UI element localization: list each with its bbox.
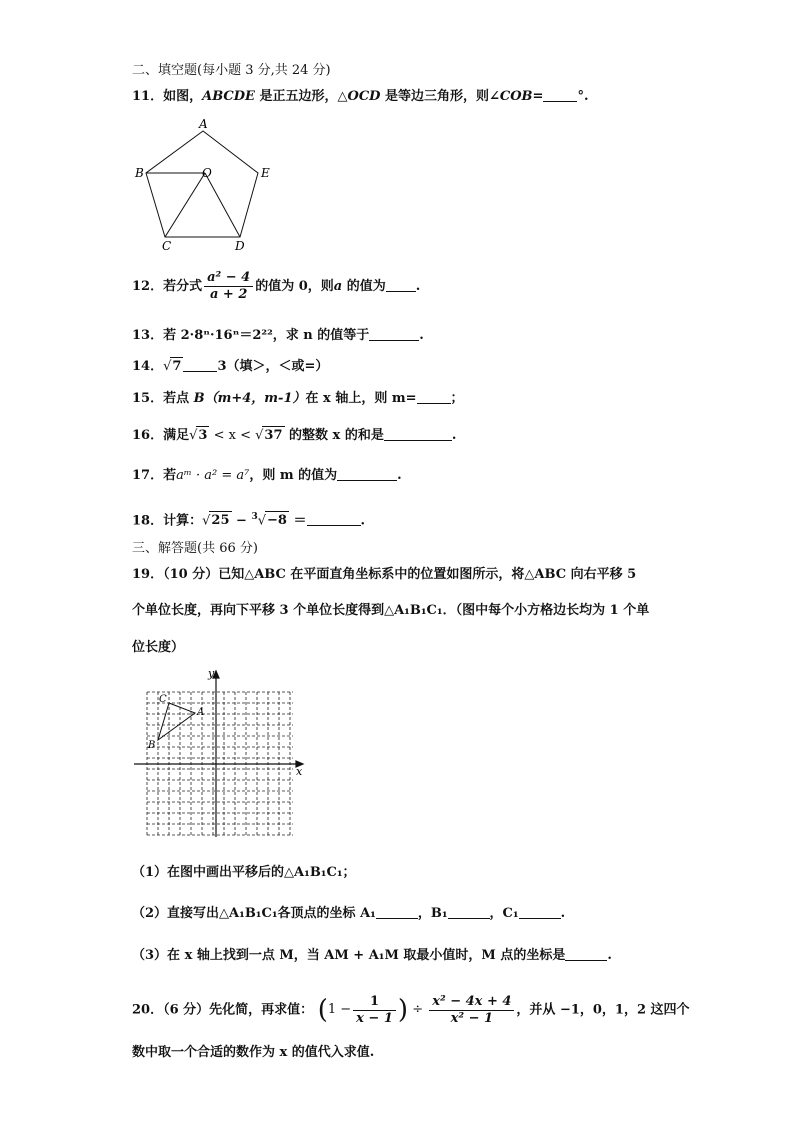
question-19-line-3: 位长度） [132,640,185,655]
question-20-line-2: 数中取一个合适的数作为 x 的值代入求值. [132,1045,375,1060]
question-15: 15．若点 B（m+4，m-1）在 x 轴上，则 m= ； [132,391,464,406]
answer-blank-18[interactable] [307,513,361,526]
answer-blank-14[interactable] [183,359,217,372]
question-19-part-2: （2）直接写出△A₁B₁C₁各顶点的坐标 A₁ ，B₁ ，C₁ . [132,906,566,921]
fraction-20-b: $\frac{\text{x² − 4x + 4}}{\text{x² − 1}}$ [429,994,514,1027]
axis-x-label: x [296,765,303,778]
section-3-title: 三、解答题(共 66 分) [132,541,258,556]
answer-blank-12[interactable] [386,279,416,292]
question-12: 12．若分式 $\frac{\text{a² − 4}}{a + 2}$ 的值为 0，则a 的值为 . [132,270,421,302]
question-18: 18．计算：√25 − $^3$√−8 ＝ . [132,512,366,529]
answer-blank-M[interactable] [565,948,607,961]
answer-blank-15[interactable] [417,391,451,404]
label-B: B [135,166,144,180]
answer-blank-13[interactable] [369,328,419,341]
fraction-12: $\frac{\text{a² − 4}}{a + 2}$ [204,270,253,303]
fraction-20-a: $\frac{1}{x - 1}$ [353,994,396,1027]
question-13: 13．若 2·8ⁿ·16ⁿ＝2²²，求 n 的值等于 . [132,328,424,343]
section-2-title: 二、填空题(每小题 3 分,共 24 分) [132,63,331,78]
label-D: D [235,239,245,253]
question-19-part-3: （3）在 x 轴上找到一点 M，当 AM + A₁M 取最小值时，M 点的坐标是 . [132,948,612,963]
question-14: 14．√7 3（填＞，＜或=） [132,359,329,374]
point-A-label: A [197,707,205,718]
label-O: O [202,166,212,180]
axis-y-label: y [208,667,215,680]
question-16: 16．满足√3 < x < √37 的整数 x 的和是 . [132,428,457,443]
question-19-part-1: （1）在图中画出平移后的△A₁B₁C₁； [132,865,356,880]
pentagon-figure [130,115,280,260]
question-20-line-1: 20．（6 分）先化简，再求值： (1 − $\frac{1}{x - 1}$ ) ÷ $\frac{\text{x² − 4x + 4}}{\text{x² − 1}}$ ，并从 −1，0，1，2 这四个 [132,993,690,1026]
answer-blank-16[interactable] [384,428,452,441]
question-19-line-1: 19．（10 分）已知△ABC 在平面直角坐标系中的位置如图所示，将△ABC 向右平移 5 [132,567,637,582]
question-17: 17．若aᵐ · a² = a⁷，则 m 的值为 . [132,468,402,483]
point-B-label: B [148,740,156,751]
coordinate-grid-figure [128,665,308,840]
answer-blank-C1[interactable] [519,906,561,919]
question-11: 11．如图，ABCDE 是正五边形，△OCD 是等边三角形，则∠COB= °. [132,89,589,104]
point-C-label: C [159,694,167,705]
label-E: E [261,166,270,180]
answer-blank-17[interactable] [337,468,397,481]
label-A: A [199,117,208,131]
answer-blank-A1[interactable] [376,906,418,919]
question-19-line-2: 个单位长度，再向下平移 3 个单位长度得到△A₁B₁C₁．（图中每个小方格边长均为 1 个单 [132,603,650,618]
answer-blank-B1[interactable] [448,906,490,919]
label-C: C [162,239,172,253]
answer-blank-11[interactable] [543,89,577,102]
